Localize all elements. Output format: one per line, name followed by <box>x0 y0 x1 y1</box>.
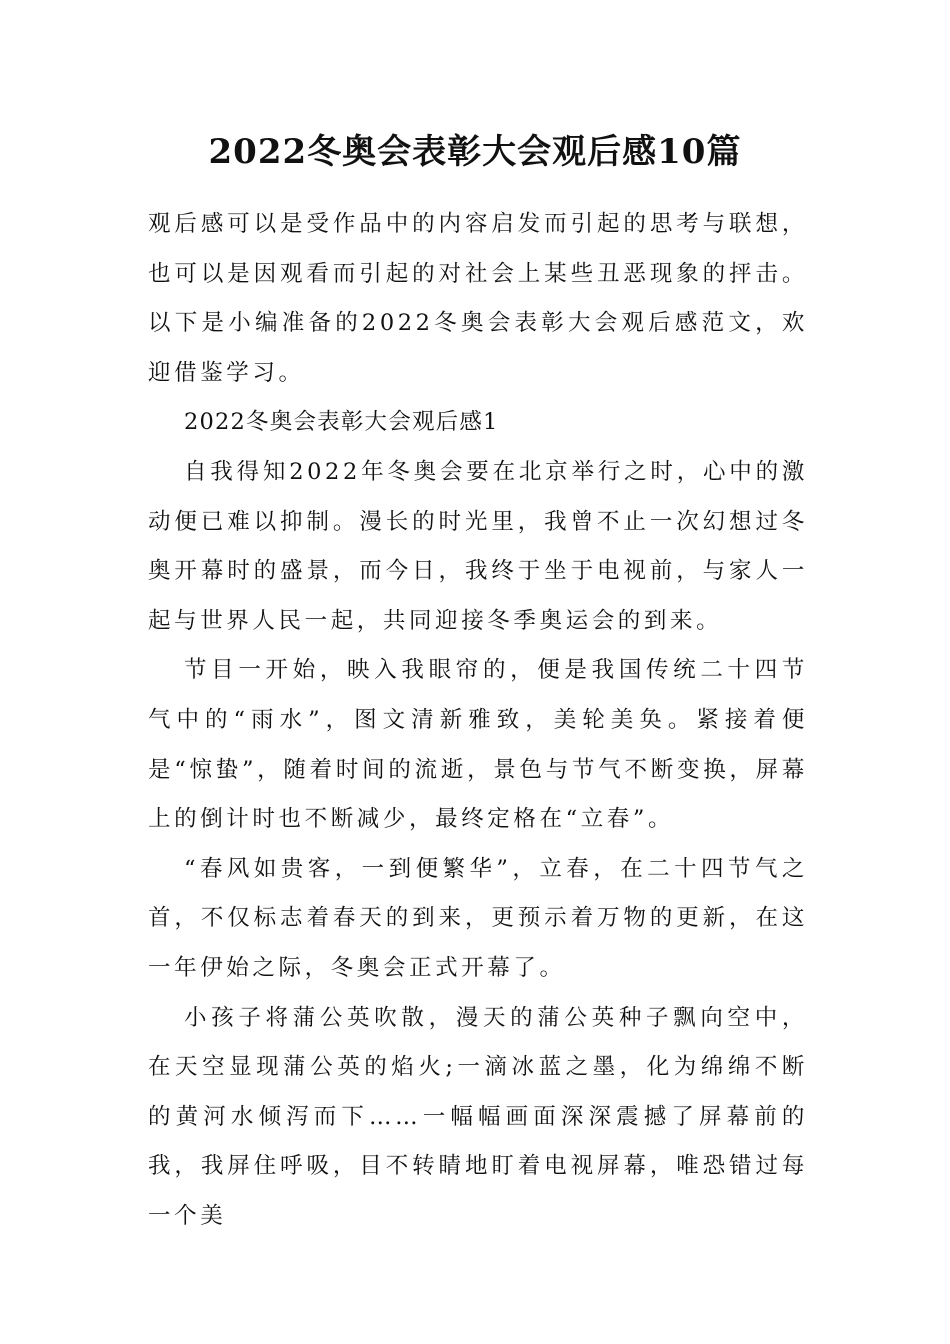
intro-paragraph: 观后感可以是受作品中的内容启发而引起的思考与联想，也可以是因观看而引起的对社会上某些丑恶现象的抨击。以下是小编准备的2022冬奥会表彰大会观后感范文，欢迎借鉴学习。 <box>148 211 808 386</box>
body-paragraph-4: 小孩子将蒲公英吹散，漫天的蒲公英种子飘向空中，在天空显现蒲公英的焰火;一滴冰蓝之墨，化为绵绵不断的黄河水倾泻而下……一幅幅画面深深震撼了屏幕前的我，我屏住呼吸，目不转睛地盯着电视屏幕，唯恐错过每一个美 <box>148 1004 808 1229</box>
body-paragraph-3: “春风如贵客，一到便繁华”，立春，在二十四节气之首，不仅标志着春天的到来，更预示着万物的更新，在这一年伊始之际，冬奥会正式开幕了。 <box>148 855 808 981</box>
document-body <box>148 200 808 1241</box>
section-heading: 2022冬奥会表彰大会观后感1 <box>184 409 499 436</box>
body-paragraph-2: 节目一开始，映入我眼帘的，便是我国传统二十四节气中的“雨水”，图文清新雅致，美轮美奂。紧接着便是“惊蛰”，随着时间的流逝，景色与节气不断变换，屏幕上的倒计时也不断减少，最终定格在“立春”。 <box>148 657 808 833</box>
body-paragraph-1: 自我得知2022年冬奥会要在北京举行之时，心中的激动便已难以抑制。漫长的时光里，我曾不止一次幻想过冬奥开幕时的盛景，而今日，我终于坐于电视前，与家人一起与世界人民一起，共同迎接冬季奥运会的到来。 <box>148 458 808 634</box>
document-title: 2022冬奥会表彰大会观后感10篇 <box>208 132 742 172</box>
